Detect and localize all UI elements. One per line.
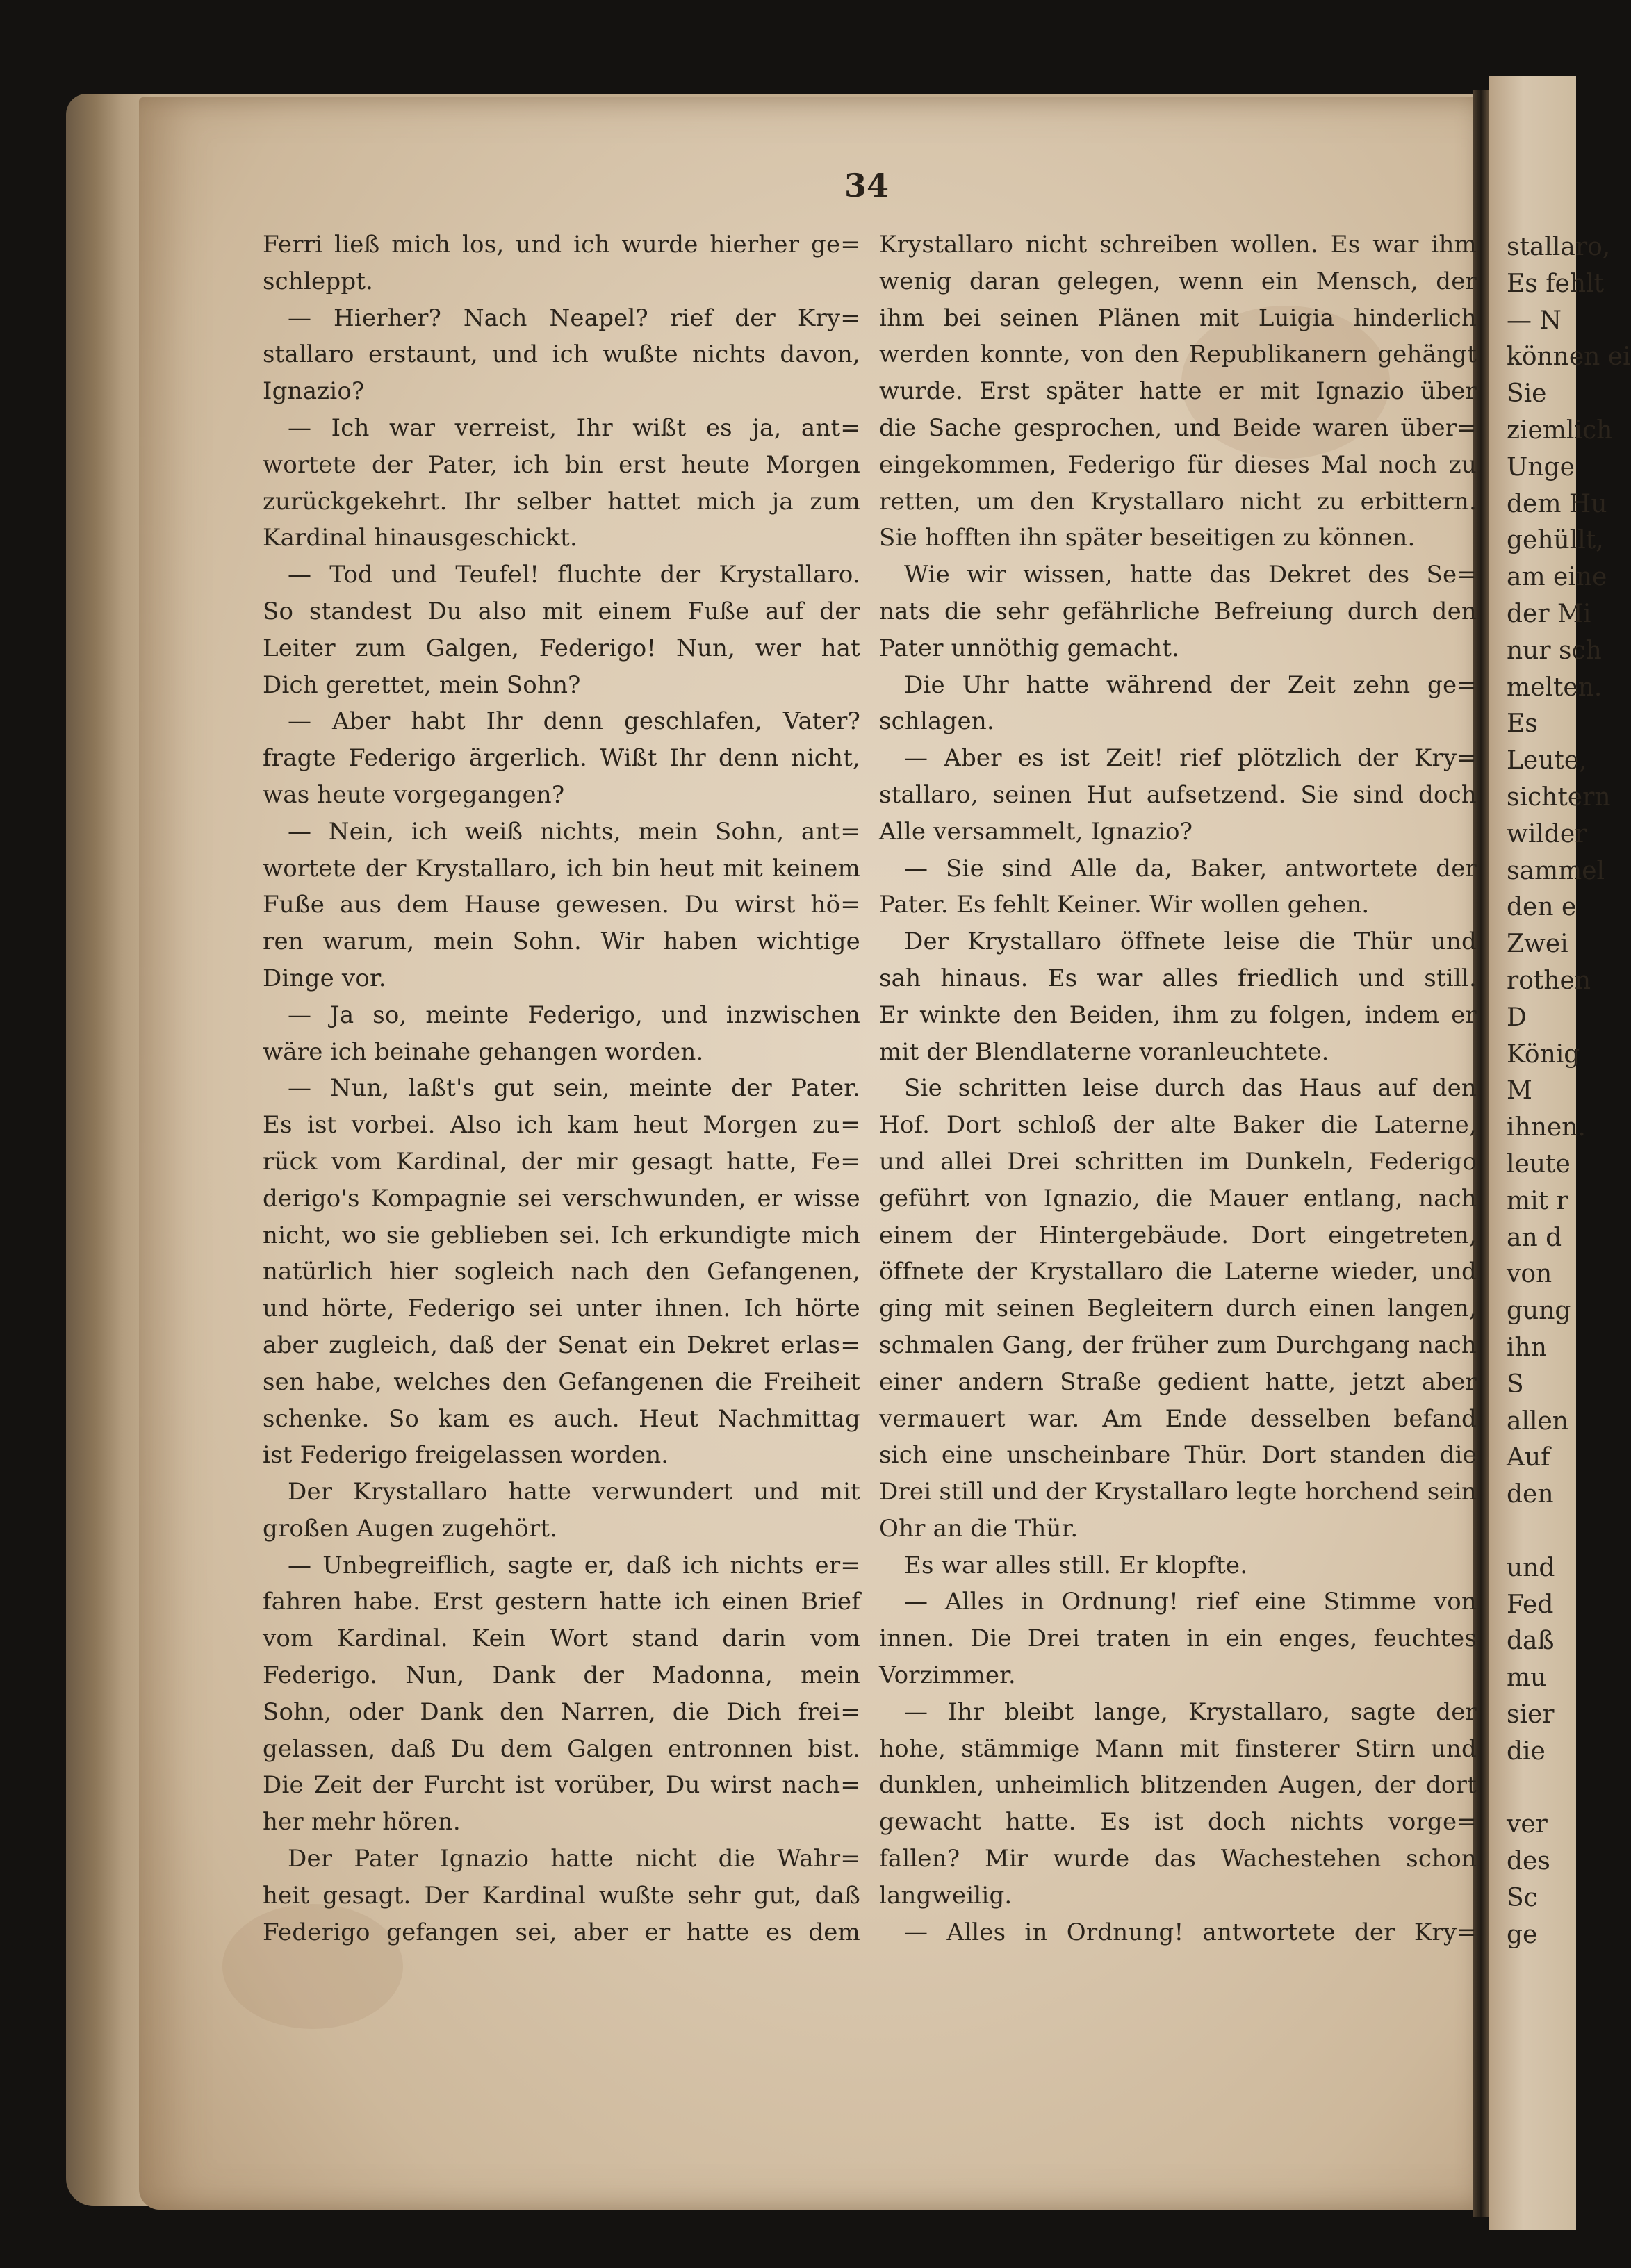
- text-line: Fuße aus dem Hause gewesen. Du wirst hö=: [263, 891, 860, 919]
- text-line: schmalen Gang, der früher zum Durchgang nach: [879, 1331, 1477, 1359]
- text-line: Dinge vor.: [263, 964, 386, 992]
- text-line: fragte Federigo ärgerlich. Wißt Ihr denn nicht,: [263, 744, 860, 773]
- next-page-fragment: am eine: [1507, 563, 1607, 592]
- text-line: Federigo gefangen sei, aber er hatte es dem: [263, 1918, 860, 1946]
- next-page-fragment: D: [1507, 1003, 1527, 1032]
- text-line: — Sie sind Alle da, Baker, antwortete der: [904, 854, 1477, 882]
- text-line: nats die sehr gefährliche Befreiung durch den: [879, 597, 1477, 625]
- text-line: — Ich war verreist, Ihr wißt es ja, ant=: [288, 413, 860, 442]
- next-page-fragment: sichtern: [1507, 783, 1611, 812]
- next-page-fragment: Sc: [1507, 1884, 1538, 1912]
- text-line: derigo's Kompagnie sei verschwunden, er wisse: [263, 1184, 860, 1213]
- text-line: — Aber habt Ihr denn geschlafen, Vater?: [288, 707, 860, 736]
- text-line: Der Pater Ignazio hatte nicht die Wahr=: [288, 1845, 860, 1873]
- next-page-fragment: M: [1507, 1076, 1532, 1106]
- text-line: dunklen, unheimlich blitzenden Augen, der dort: [879, 1771, 1477, 1800]
- next-page-fragment: der Mi: [1507, 600, 1591, 628]
- next-page-fragment: daß: [1507, 1627, 1555, 1656]
- next-page-fragment: melten.: [1507, 673, 1603, 702]
- text-line: Drei still und der Krystallaro legte horchend sein: [879, 1478, 1477, 1506]
- text-line: — Nun, laßt's gut sein, meinte der Pater.: [288, 1074, 860, 1103]
- text-line: wurde. Erst später hatte er mit Ignazio über: [879, 377, 1477, 406]
- text-line: eingekommen, Federigo für dieses Mal noch zu: [879, 450, 1477, 479]
- text-line: — Ihr bleibt lange, Krystallaro, sagte der: [904, 1698, 1477, 1726]
- text-line: Pater. Es fehlt Keiner. Wir wollen gehen.: [879, 891, 1370, 919]
- text-line: Wie wir wissen, hatte das Dekret des Se=: [904, 561, 1477, 589]
- text-line: sen habe, welches den Gefangenen die Freiheit: [263, 1367, 860, 1396]
- next-page-fragment: Sie: [1507, 379, 1547, 409]
- text-line: öffnete der Krystallaro die Laterne wieder, und: [879, 1258, 1477, 1286]
- text-line: So standest Du also mit einem Fuße auf der: [263, 597, 860, 625]
- text-line: Hof. Dort schloß der alte Baker die Laterne,: [879, 1111, 1477, 1140]
- text-line: — Nein, ich weiß nichts, mein Sohn, ant=: [288, 817, 860, 846]
- text-line: Ignazio?: [263, 377, 365, 406]
- next-page-fragment: an d: [1507, 1223, 1562, 1252]
- text-line: die Sache gesprochen, und Beide waren über=: [879, 413, 1477, 442]
- next-page-fragment: allen: [1507, 1406, 1568, 1436]
- page-number: 34: [844, 167, 890, 204]
- text-line: — Alles in Ordnung! antwortete der Kry=: [904, 1918, 1477, 1946]
- text-line: fallen? Mir wurde das Wachestehen schon: [879, 1845, 1477, 1873]
- next-page-fragment: ihn: [1507, 1333, 1547, 1362]
- text-line: mit der Blendlaterne voranleuchtete.: [879, 1037, 1329, 1066]
- next-page-fragment: Es: [1507, 709, 1538, 739]
- text-line: vom Kardinal. Kein Wort stand darin vom: [263, 1625, 860, 1653]
- text-line: Vorzimmer.: [879, 1661, 1016, 1690]
- text-line: und hörte, Federigo sei unter ihnen. Ich hörte: [263, 1295, 860, 1323]
- next-page-fragment: rothen: [1507, 967, 1591, 995]
- text-line: schenke. So kam es auch. Heut Nachmittag: [263, 1404, 860, 1433]
- text-line: Leiter zum Galgen, Federigo! Nun, wer hat: [263, 634, 860, 662]
- text-line: wäre ich beinahe gehangen worden.: [263, 1037, 704, 1066]
- text-line: werden konnte, von den Republikanern gehängt: [879, 340, 1477, 369]
- text-line: Ohr an die Thür.: [879, 1514, 1079, 1543]
- text-line: ging mit seinen Begleitern durch einen langen,: [879, 1295, 1477, 1323]
- text-line: — Aber es ist Zeit! rief plötzlich der Kry=: [904, 744, 1477, 773]
- text-line: geführt von Ignazio, die Mauer entlang, nach: [879, 1184, 1477, 1213]
- text-line: zurückgekehrt. Ihr selber hattet mich ja zum: [263, 487, 860, 516]
- text-line: vermauert war. Am Ende desselben befand: [879, 1404, 1477, 1433]
- next-page-fragment: ge: [1507, 1920, 1538, 1949]
- text-line: nicht, wo sie geblieben sei. Ich erkundigte mich: [263, 1221, 860, 1249]
- next-page-fragment: Auf: [1507, 1443, 1550, 1472]
- text-line: einer andern Straße gedient hatte, jetzt aber: [879, 1367, 1477, 1396]
- next-page-fragment: ihnen.: [1507, 1113, 1586, 1142]
- text-line: wenig daran gelegen, wenn ein Mensch, der: [879, 267, 1477, 295]
- next-page-fragment: den: [1507, 1480, 1554, 1509]
- text-line: Federigo. Nun, Dank der Madonna, mein: [263, 1661, 860, 1690]
- text-line: innen. Die Drei traten in ein enges, feuchtes: [879, 1625, 1477, 1653]
- text-line: Sie hofften ihn später beseitigen zu können.: [879, 524, 1416, 552]
- text-line: gewacht hatte. Es ist doch nichts vorge=: [879, 1808, 1477, 1836]
- next-page-fragment: nur sch: [1507, 636, 1602, 665]
- text-line: — Tod und Teufel! fluchte der Krystallaro.: [288, 561, 860, 589]
- text-line: ren warum, mein Sohn. Wir haben wichtige: [263, 928, 860, 956]
- text-line: was heute vorgegangen?: [263, 780, 565, 809]
- text-column-right: [879, 227, 1477, 1950]
- text-line: hohe, stämmige Mann mit finsterer Stirn und: [879, 1734, 1477, 1763]
- next-page-fragment: Fed: [1507, 1590, 1554, 1619]
- next-page-fragment: König: [1507, 1040, 1580, 1069]
- text-line: wortete der Pater, ich bin erst heute Morgen: [263, 450, 860, 479]
- text-line: — Alles in Ordnung! rief eine Stimme von: [904, 1588, 1477, 1616]
- text-line: einem der Hintergebäude. Dort eingetreten,: [879, 1221, 1477, 1249]
- text-line: retten, um den Krystallaro nicht zu erbittern.: [879, 487, 1477, 516]
- text-line: Der Krystallaro öffnete leise die Thür und: [904, 928, 1477, 956]
- text-line: Ferri ließ mich los, und ich wurde hierher ge=: [263, 231, 860, 258]
- text-line: ist Federigo freigelassen worden.: [263, 1441, 669, 1470]
- text-line: Der Krystallaro hatte verwundert und mit: [288, 1478, 860, 1506]
- text-line: und allei Drei schritten im Dunkeln, Federigo: [879, 1147, 1477, 1176]
- text-line: sich eine unscheinbare Thür. Dort standen die: [879, 1441, 1477, 1470]
- next-page-fragment: Es fehlt: [1507, 269, 1604, 298]
- text-line: stallaro erstaunt, und ich wußte nichts davon,: [263, 340, 860, 369]
- text-line: wortete der Krystallaro, ich bin heut mit keinem: [263, 854, 860, 882]
- text-line: großen Augen zugehört.: [263, 1514, 558, 1543]
- next-page-fragment: ver: [1507, 1810, 1548, 1839]
- next-page-fragment: stallaro,: [1507, 233, 1611, 261]
- next-page-fragment: des: [1507, 1847, 1550, 1876]
- next-page-fragment: mit r: [1507, 1186, 1568, 1215]
- text-line: sah hinaus. Es war alles friedlich und still.: [879, 964, 1477, 992]
- text-line: Pater unnöthig gemacht.: [879, 634, 1180, 662]
- text-line: Die Uhr hatte während der Zeit zehn ge=: [904, 671, 1477, 699]
- text-column-left: [263, 227, 860, 1950]
- text-line: fahren habe. Erst gestern hatte ich einen Brief: [263, 1588, 860, 1616]
- text-line: Es war alles still. Er klopfte.: [904, 1551, 1248, 1579]
- text-line: ihm bei seinen Plänen mit Luigia hinderlich: [879, 304, 1477, 332]
- text-line: heit gesagt. Der Kardinal wußte sehr gut, daß: [263, 1881, 860, 1909]
- text-line: Sie schritten leise durch das Haus auf den: [904, 1074, 1477, 1103]
- next-page-fragment: von: [1507, 1260, 1552, 1289]
- next-page-fragment: können ei: [1507, 343, 1631, 372]
- text-line: rück vom Kardinal, der mir gesagt hatte, Fe=: [263, 1147, 860, 1176]
- next-page-fragment: sammel: [1507, 856, 1605, 885]
- next-page-fragment: dem Hu: [1507, 489, 1607, 518]
- next-page-fragment: den e: [1507, 893, 1577, 922]
- next-page-edge: [1489, 76, 1631, 2230]
- next-page-fragment: mu: [1507, 1663, 1547, 1693]
- next-page-fragment: — N: [1507, 306, 1562, 335]
- text-line: Dich gerettet, mein Sohn?: [263, 671, 581, 699]
- next-page-fragment: und: [1507, 1553, 1555, 1582]
- next-page-fragment: Leute,: [1507, 746, 1587, 775]
- next-page-fragment: Unge: [1507, 452, 1575, 482]
- text-line: gelassen, daß Du dem Galgen entronnen bist.: [263, 1734, 860, 1763]
- next-page-fragment: gung: [1507, 1297, 1571, 1326]
- next-page-fragment: gehüllt,: [1507, 526, 1604, 555]
- text-line: her mehr hören.: [263, 1808, 461, 1836]
- text-line: langweilig.: [879, 1881, 1013, 1909]
- text-line: Sohn, oder Dank den Narren, die Dich frei=: [263, 1698, 860, 1726]
- text-line: natürlich hier sogleich nach den Gefangenen,: [263, 1258, 860, 1286]
- text-line: Alle versammelt, Ignazio?: [879, 817, 1193, 846]
- text-line: Es ist vorbei. Also ich kam heut Morgen zu=: [263, 1111, 860, 1140]
- next-page-fragment: S: [1507, 1370, 1524, 1399]
- text-line: — Ja so, meinte Federigo, und inzwischen: [288, 1001, 860, 1029]
- text-line: — Hierher? Nach Neapel? rief der Kry=: [288, 304, 860, 332]
- text-line: Er winkte den Beiden, ihm zu folgen, indem er: [879, 1001, 1477, 1029]
- text-line: — Unbegreiflich, sagte er, daß ich nichts er=: [288, 1551, 860, 1579]
- text-line: Die Zeit der Furcht ist vorüber, Du wirst nach=: [263, 1771, 860, 1800]
- next-page-fragment: leute: [1507, 1150, 1571, 1178]
- next-page-fragment: sier: [1507, 1700, 1555, 1729]
- text-line: stallaro, seinen Hut aufsetzend. Sie sind doch: [879, 780, 1477, 809]
- next-page-fragment: ziemlich: [1507, 416, 1613, 445]
- next-page-fragment: die: [1507, 1736, 1546, 1766]
- text-line: Kardinal hinausgeschickt.: [263, 524, 577, 552]
- text-line: Krystallaro nicht schreiben wollen. Es war ihm: [879, 231, 1477, 258]
- next-page-fragment: wilder: [1507, 819, 1587, 848]
- text-line: schleppt.: [263, 267, 374, 295]
- next-page-fragment: Zwei: [1507, 930, 1568, 959]
- text-line: schlagen.: [879, 707, 994, 736]
- text-line: aber zugleich, daß der Senat ein Dekret erlas=: [263, 1331, 860, 1359]
